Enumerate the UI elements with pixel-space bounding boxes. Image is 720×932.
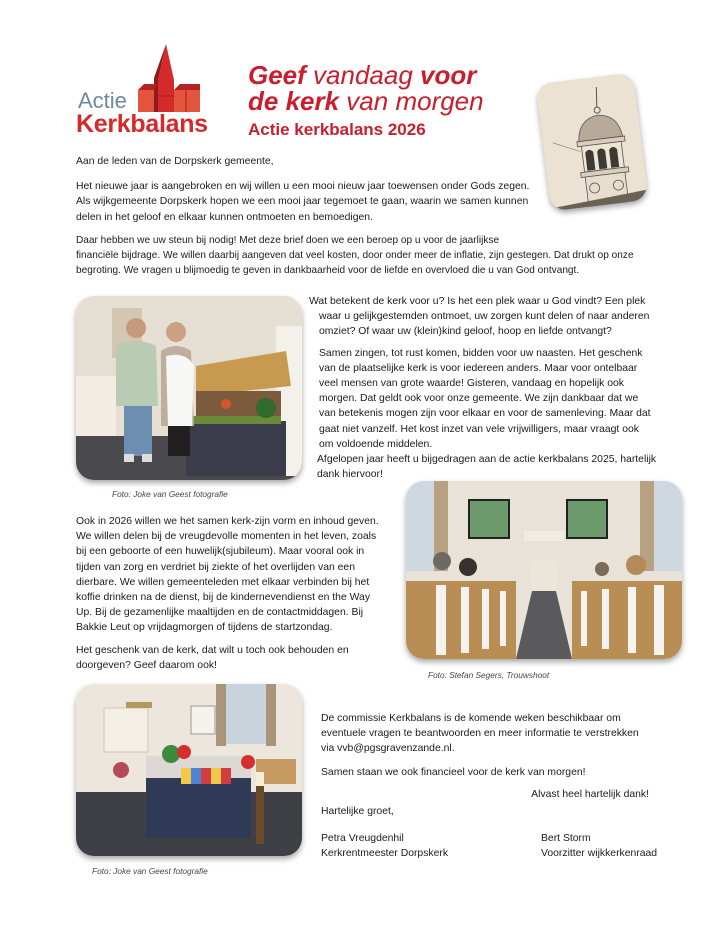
text-line: tijden van zorg en verdriet bij ziekte of het overlijden van een	[76, 561, 355, 573]
section2-paragraph-2	[309, 346, 679, 452]
logo-text-actie: Actie	[78, 88, 127, 113]
text-line: van betekenis mogen zijn voor elkaar en voor de samenleving. Maar dat	[319, 408, 651, 420]
wedding-photo-icon	[406, 481, 682, 659]
signer-2-name: Bert Storm	[541, 833, 591, 844]
text-line: Als wijkgemeente Dorpskerk hopen we een mooi jaar tegemoet te gaan, waarin we samen kunnen	[76, 196, 529, 208]
photo-funeral	[76, 684, 302, 856]
caption-baptism: Foto: Joke van Geest fotografie	[112, 489, 228, 499]
intro-section	[76, 154, 676, 285]
closing-paragraph-1	[321, 711, 681, 757]
baptism-photo-icon	[76, 296, 302, 480]
text-line: Ook in 2026 willen we het samen kerk-zijn vorm en inhoud geven.	[76, 516, 379, 527]
text-line: financiële bijdrage. We willen daarbij aangeven dat veel kosten, door onder meer de inflatie, zijn gestegen. Dat drukt op onze	[76, 250, 634, 262]
text-line: veel mensen van grote waarde! Gisteren, vandaag en hopelijk ook	[319, 378, 624, 390]
page-subtitle: Actie kerkbalans 2026	[248, 120, 426, 139]
closing-section	[321, 711, 681, 833]
text-line: Het nieuwe jaar is aangebroken en wij willen u een mooi nieuw jaar toewensen onder Gods zegen.	[76, 181, 530, 193]
text-line: om voldoende middelen.	[319, 438, 433, 450]
closing-paragraph-2: Samen staan we ook financieel voor de kerk van morgen!	[321, 766, 586, 778]
text-line: Up. Bij de gezamenlijke maaltijden en de contactmiddagen. Bij	[76, 607, 364, 619]
signer-2	[541, 831, 657, 861]
section3-paragraph-1	[76, 514, 406, 636]
text-line: Het geschenk van de kerk, dat wilt u toch ook behouden en	[76, 644, 349, 656]
actie-kerkbalans-logo	[72, 42, 208, 138]
contact-email: via vvb@pgsgravenzande.nl.	[321, 743, 455, 755]
text-line: dank hiervoor!	[317, 469, 383, 481]
text-line: Samen zingen, tot rust komen, bidden voor uw naasten. Het geschenk	[319, 347, 643, 359]
text-line: begroting. We vragen u blijmoedig te geven in dankbaarheid voor de liefde en overvloed die u van God ontvangt.	[76, 265, 580, 277]
text-line: Bakkie Leut op vrijdagmorgen of tijdens de startzondag.	[76, 622, 333, 634]
photo-wedding	[406, 481, 682, 659]
regards-text: Hartelijke groet,	[321, 806, 394, 818]
intro-paragraph-1	[76, 179, 676, 225]
text-line: Afgelopen jaar heeft u bijgedragen aan de actie kerkbalans 2025, hartelijk	[317, 454, 657, 466]
text-line: eventuele vragen te beantwoorden en meer informatie te verstrekken	[321, 728, 639, 740]
text-line: De commissie Kerkbalans is de komende weken beschikbaar om	[321, 713, 621, 724]
church-logo-icon	[136, 42, 202, 114]
section2-paragraph-1	[309, 294, 679, 340]
slogan-word-geef: Geef	[248, 60, 306, 90]
text-line: omziet? Of waar uw (klein)kind geloof, hoop en liefde ontvangt?	[319, 326, 612, 338]
caption-funeral: Foto: Joke van Geest fotografie	[92, 866, 208, 876]
text-line: Wat betekent de kerk voor u? Is het een plek waar u God vindt? Een plek	[309, 296, 646, 307]
text-line: gaat niet vanzelf. Het kost inzet van vele vrijwilligers, maar vraagt ook	[319, 423, 639, 435]
intro-paragraph-2	[76, 233, 676, 279]
text-line: delen in het geloof en elkaar kunnen ontmoeten en bemoedigen.	[76, 211, 373, 223]
text-line: We willen delen bij de vreugdevolle momenten in het leven, zoals	[76, 531, 377, 543]
logo-text-kerkbalans: Kerkbalans	[76, 110, 208, 138]
signer-1-role: Kerkrentmeester Dorpskerk	[321, 848, 449, 860]
caption-wedding: Foto: Stefan Segers, Trouwshoot	[428, 670, 550, 680]
slogan-word-van-morgen: van morgen	[339, 86, 484, 116]
photo-baptism	[76, 296, 302, 480]
text-line: dierbare. We willen gemeenteleden met elkaar verbinden bij het	[76, 576, 370, 588]
section-2	[309, 294, 679, 489]
slogan-word-voor: voor	[420, 60, 477, 90]
text-line: van de plaatselijke kerk is voor iedereen anders. Maar voor ontelbaar	[319, 362, 638, 374]
signer-2-role: Voorzitter wijkkerkenraad	[541, 848, 658, 860]
text-line: waar u gelijkgestemden ontmoet, uw zorgen kunt delen of naar anderen	[319, 311, 650, 323]
text-line: morgen. Dat geldt ook voor onze gemeente. We zijn dankbaar dat we	[319, 393, 639, 405]
slogan-word-vandaag: vandaag	[305, 60, 421, 90]
text-line: Daar hebben we uw steun bij nodig! Met deze brief doen we een beroep op u voor de jaarlijkse	[76, 234, 500, 246]
funeral-photo-icon	[76, 684, 302, 856]
section2-paragraph-3	[309, 452, 679, 482]
section3-paragraph-2	[76, 643, 406, 673]
text-line: koffie drinken na de dienst, bij de kindernevendienst en the Way	[76, 592, 371, 604]
signer-1	[321, 831, 448, 861]
greeting: Aan de leden van de Dorpskerk gemeente,	[76, 156, 274, 167]
thanks-text: Alvast heel hartelijk dank!	[531, 788, 649, 800]
slogan-line-2	[248, 88, 484, 114]
slogan-word-de-kerk: de kerk	[248, 86, 340, 116]
text-line: bij een geboorte of een huwelijk(sjubileum). Maar vooral ook in	[76, 546, 365, 558]
slogan-line-1	[248, 62, 484, 88]
section-3	[76, 514, 406, 680]
slogan	[248, 62, 484, 140]
text-line: doorgeven? Geef daarom ook!	[76, 659, 217, 671]
signer-1-name: Petra Vreugdenhil	[321, 833, 404, 844]
